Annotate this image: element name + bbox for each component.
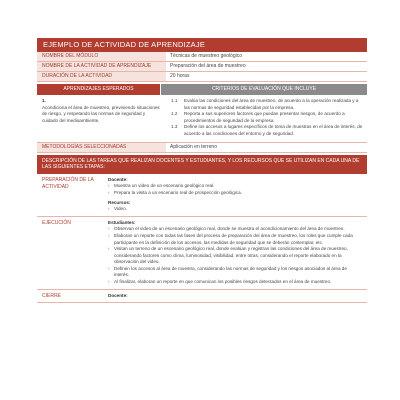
meta-table [37, 52, 367, 82]
bullet-icon: › [108, 189, 110, 195]
meta-value: Preparación del área de muestreo [170, 63, 246, 69]
list-item [108, 183, 363, 190]
execution-key: EJECUCIÓN [42, 219, 71, 226]
closing-section [37, 290, 367, 304]
list-item-text: Observan el video de un escenario geológico real, donde se muestra el acondicionamiento del área de muestreo. [114, 226, 345, 232]
execution-section [37, 217, 367, 290]
bullet-icon: › [108, 232, 110, 238]
learning-body-row [37, 95, 367, 143]
bullet-icon: › [108, 246, 110, 252]
list-item-text: Video. [114, 206, 127, 212]
teacher-label: Docente: [108, 292, 128, 298]
criterion-text: Define los accesos a lugares específicos de toma de muestras en el área de interés, de acuerdo a las condiciones del entorno y de seguridad. [184, 124, 363, 136]
list-item [108, 279, 363, 286]
methodology-row [37, 143, 367, 153]
meta-key: NOMBRE DEL MÓDULO [37, 52, 166, 61]
criterion-number: 1.3 [171, 124, 178, 130]
description-header: DESCRIPCIÓN DE LAS TAREAS QUE REALIZAN DOCENTES Y ESTUDIANTES, Y LOS RECURSOS QUE SE UTILIZAN EN CADA UNA DE LAS SIGUIENTES ETAPAS: [37, 155, 367, 174]
criterion-item [171, 124, 364, 137]
bullet-icon: › [108, 279, 110, 285]
criterion-item [171, 111, 364, 124]
meta-row-duration [37, 72, 367, 82]
bullet-icon: › [108, 265, 110, 271]
learning-number: 1. [42, 98, 46, 103]
list-item-text: Prepara la visita a un escenario real de prospección geológica. [114, 189, 242, 195]
preparation-key: PREPARACIÓN DE LA ACTIVIDAD [42, 176, 94, 190]
criteria-cell [163, 95, 367, 142]
list-item-text: Elaboran un reporte con todas las fases del proceso de preparación del área de muestreo, los roles que cumple cada participante en la definición de los accesos, las medidas de seguridad que se deberán contemplar, etc. [114, 232, 353, 245]
methodology-key: METODOLOGÍAS SELECCIONADAS [37, 143, 166, 152]
meta-key: NOMBRE DE LA ACTIVIDAD DE APRENDIZAJE [37, 62, 166, 71]
list-item [108, 233, 363, 246]
expected-learning-header: APRENDIZAJES ESPERADOS [37, 84, 160, 95]
preparation-section [37, 174, 367, 217]
list-item-text: Definen los accesos al área de muestra, considerando las normas de seguridad y los riesgos asociados al área de interés. [114, 265, 347, 278]
meta-row-activity [37, 62, 367, 72]
expected-learning-cell [37, 95, 163, 142]
list-item-text: Muestra un video de un escenario geológico real. [114, 183, 215, 189]
methodology-value: Aplicación en terreno [170, 143, 217, 150]
preparation-content [102, 174, 367, 216]
meta-row-module [37, 52, 367, 62]
criterion-number: 1.2 [171, 111, 178, 117]
criterion-text: Reporta a sus superiores factores que puedan presentar riesgos, de acuerdo a procedimientos de seguridad de la empresa. [184, 111, 345, 123]
list-item [108, 246, 363, 266]
list-item-text: Visitan un terreno de un escenario geológico real, donde evalúan y registran las condiciones del área de muestreo, considerando factores como clima, luminosidad, visibilidad, entre otras, considerando el reporte elaborado en la observación del video. [114, 246, 348, 265]
bullet-icon: › [108, 226, 110, 232]
execution-content [102, 217, 367, 289]
criterion-number: 1.1 [171, 98, 178, 103]
sheet-title: EJEMPLO DE ACTIVIDAD DE APRENDIZAJE [37, 38, 367, 52]
bullet-icon: › [108, 183, 110, 189]
learning-text: Acondiciona el área de muestreo, previniendo situaciones de riesgo, y respetando las normas de seguridad y cuidado del medioambiente. [42, 104, 160, 123]
students-label: Estudiantes: [108, 219, 136, 225]
meta-value: Técnicas de muestreo geológico [170, 53, 242, 59]
resources-label: Recursos: [108, 199, 131, 205]
list-item [108, 206, 363, 213]
criterion-text: Evalúa las condiciones del área de muestreo, de acuerdo a la operación realizada y a las normas de seguridad establecidas por la empresa. [184, 98, 359, 110]
activity-sheet [37, 38, 367, 400]
list-item [108, 190, 363, 197]
bullet-icon: › [108, 206, 110, 212]
meta-value: 20 horas [170, 73, 190, 79]
meta-key: DURACIÓN DE LA ACTIVIDAD [37, 72, 166, 81]
list-item-text: Al finalizar, elaboran un reporte en que comunican los posibles riesgos detectados en el área de muestreo. [114, 279, 332, 285]
learning-header-row [37, 84, 367, 95]
list-item [108, 226, 363, 233]
teacher-label: Docente: [108, 176, 128, 182]
closing-content [102, 290, 367, 303]
criteria-header: CRITERIOS DE EVALUACIÓN QUE INCLUYE [161, 84, 367, 95]
closing-key: CIERRE [42, 292, 61, 299]
criterion-item [171, 98, 364, 111]
list-item [108, 266, 363, 279]
